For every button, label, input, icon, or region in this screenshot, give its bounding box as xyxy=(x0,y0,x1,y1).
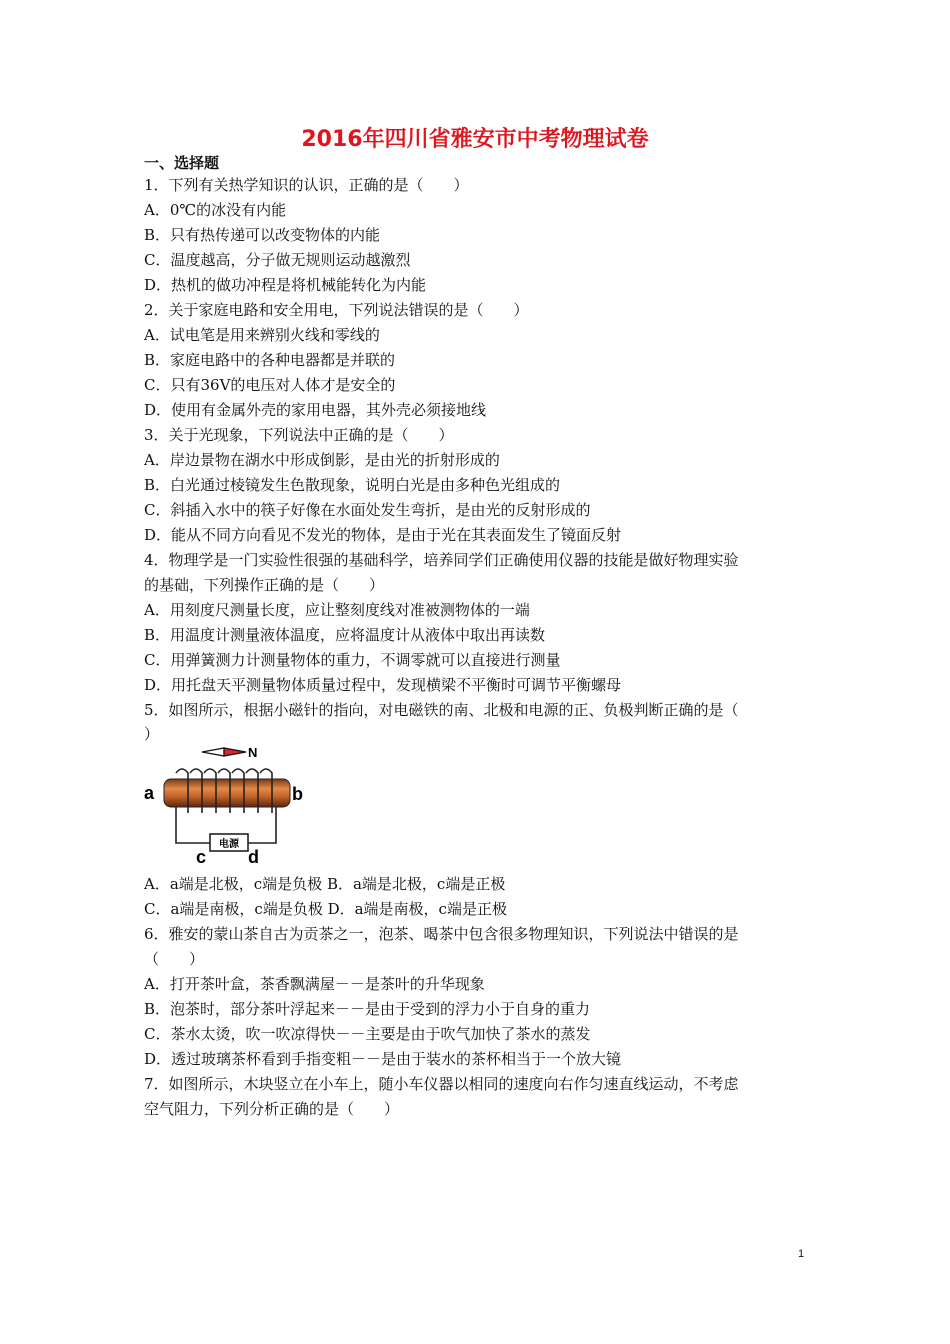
label-c: c xyxy=(196,847,207,865)
text-line: C．斜插入水中的筷子好像在水面处发生弯折，是由光的反射形成的 xyxy=(144,501,591,519)
text-line: D．使用有金属外壳的家用电器，其外壳必须接地线 xyxy=(144,401,487,419)
text-line: 的基础，下列操作正确的是（ ） xyxy=(144,576,385,594)
text-line: 6．雅安的蒙山茶自古为贡茶之一，泡茶、喝茶中包含很多物理知识，下列说法中错误的是 xyxy=(144,925,739,943)
text-line: 3．关于光现象，下列说法中正确的是（ ） xyxy=(144,426,454,444)
text-line: （ ） xyxy=(144,950,205,968)
text-line: C．用弹簧测力计测量物体的重力，不调零就可以直接进行测量 xyxy=(144,651,561,669)
section-heading: 一、选择题 xyxy=(144,154,220,172)
text-line: A．岸边景物在湖水中形成倒影，是由光的折射形成的 xyxy=(144,451,500,469)
text-line: A．0℃的冰没有内能 xyxy=(144,201,287,219)
text-line: D．热机的做功冲程是将机械能转化为内能 xyxy=(144,276,427,294)
text-line: B．用温度计测量液体温度，应将温度计从液体中取出再读数 xyxy=(144,626,546,644)
label-n: N xyxy=(248,745,258,760)
text-line: B．家庭电路中的各种电器都是并联的 xyxy=(144,351,396,369)
text-line: C．只有36V的电压对人体才是安全的 xyxy=(144,376,396,394)
power-source-label: 电源 xyxy=(219,839,239,850)
text-line: D．用托盘天平测量物体质量过程中，发现横梁不平衡时可调节平衡螺母 xyxy=(144,676,622,694)
text-line: 4．物理学是一门实验性很强的基础科学，培养同学们正确使用仪器的技能是做好物理实验 xyxy=(144,551,739,569)
text-line: C．温度越高，分子做无规则运动越激烈 xyxy=(144,251,411,269)
text-line: 7．如图所示，木块竖立在小车上，随小车仪器以相同的速度向右作匀速直线运动，不考虑 xyxy=(144,1075,739,1093)
text-line: ） xyxy=(144,725,160,743)
text-line: A．打开茶叶盒，茶香飘满屋－－是茶叶的升华现象 xyxy=(144,975,485,993)
text-line: A．试电笔是用来辨别火线和零线的 xyxy=(144,326,380,344)
text-line: D．透过玻璃茶杯看到手指变粗－－是由于装水的茶杯相当于一个放大镜 xyxy=(144,1050,622,1068)
label-b: b xyxy=(292,784,303,804)
text-line: B．白光通过棱镜发生色散现象，说明白光是由多种色光组成的 xyxy=(144,476,561,494)
label-a: a xyxy=(144,783,155,803)
text-line: 2．关于家庭电路和安全用电，下列说法错误的是（ ） xyxy=(144,301,529,319)
text-line: 空气阻力，下列分析正确的是（ ） xyxy=(144,1100,400,1118)
text-line: A．a端是北极，c端是负极 B．a端是北极，c端是正极 xyxy=(144,875,506,893)
text-line: D．能从不同方向看见不发光的物体，是由于光在其表面发生了镜面反射 xyxy=(144,526,622,544)
compass-needle-icon xyxy=(202,748,246,756)
page-number: 1 xyxy=(798,1248,805,1260)
page-title: 2016年四川省雅安市中考物理试卷 xyxy=(301,127,649,152)
label-d: d xyxy=(248,847,259,865)
text-line: C．a端是南极，c端是负极 D．a端是南极，c端是正极 xyxy=(144,900,507,918)
text-line: 5．如图所示，根据小磁针的指向，对电磁铁的南、北极和电源的正、负极判断正确的是（ xyxy=(144,701,739,719)
text-line: 1．下列有关热学知识的认识，正确的是（ ） xyxy=(144,176,469,194)
text-line: B．泡茶时，部分茶叶浮起来－－是由于受到的浮力小于自身的重力 xyxy=(144,1000,591,1018)
text-line: C．茶水太烫，吹一吹凉得快－－主要是由于吹气加快了茶水的蒸发 xyxy=(144,1025,591,1043)
text-line: B．只有热传递可以改变物体的内能 xyxy=(144,226,381,244)
electromagnet-figure xyxy=(144,743,314,865)
text-line: A．用刻度尺测量长度，应让整刻度线对准被测物体的一端 xyxy=(144,601,530,619)
